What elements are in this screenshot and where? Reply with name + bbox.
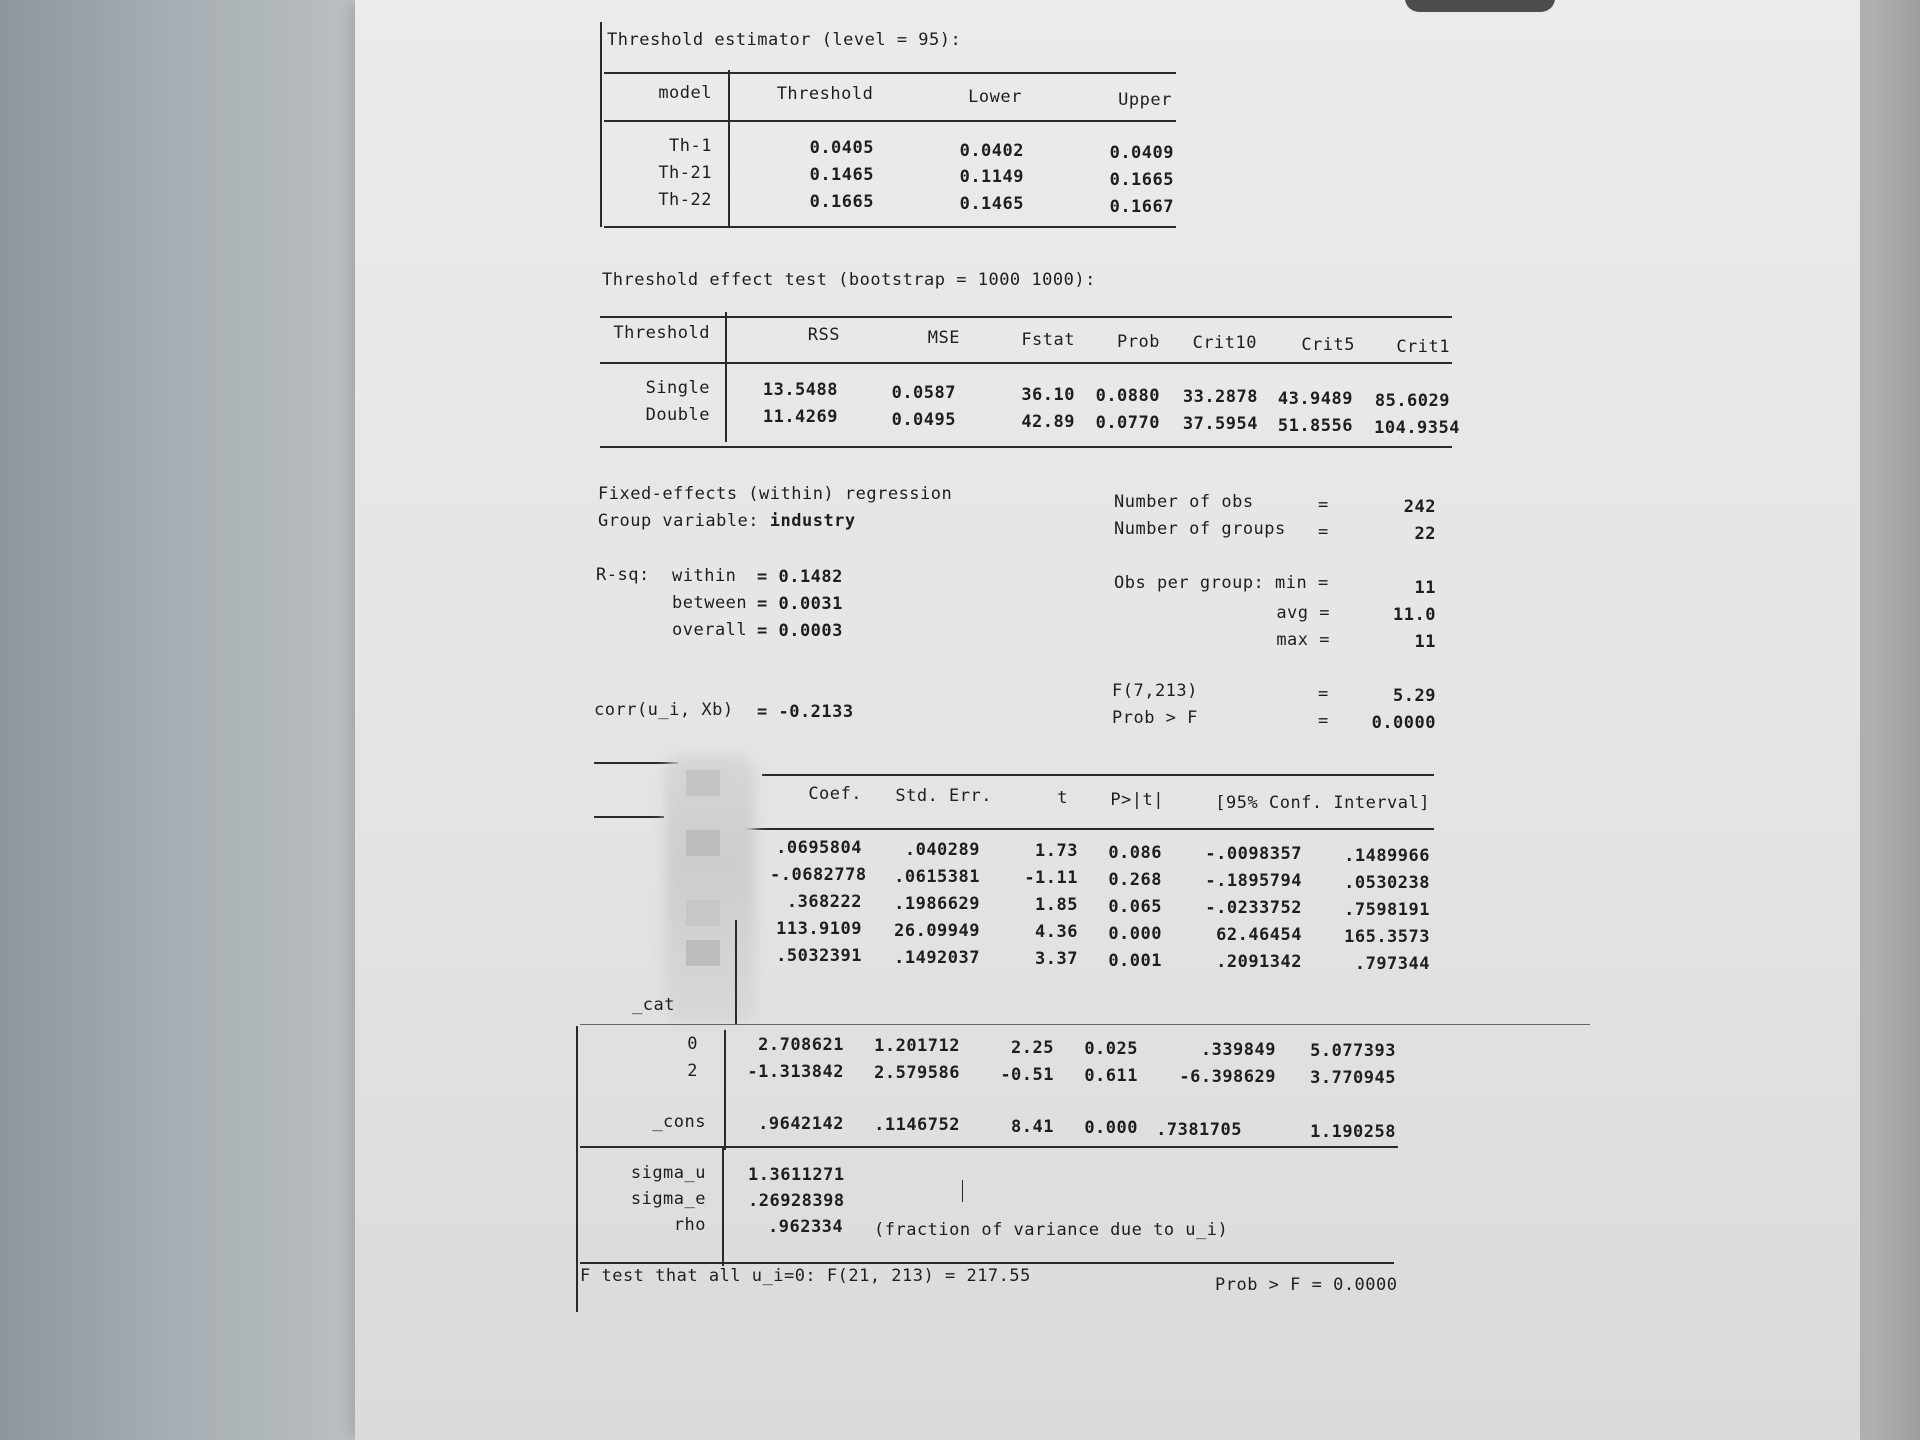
pixelated-block [686, 830, 720, 856]
cat-level: 2 [687, 1061, 698, 1081]
rule [600, 446, 1452, 448]
f-value: 5.29 [1393, 686, 1436, 706]
coef-cell: 62.46454 [1216, 925, 1302, 946]
cursor-mark [962, 1180, 963, 1202]
rule [594, 816, 664, 818]
coef-cell: -.0233752 [1205, 898, 1302, 919]
table-cell: 0.0770 [1095, 413, 1160, 433]
table-cell: Th-21 [658, 163, 712, 183]
cat-cell: 2.579586 [874, 1063, 960, 1084]
obs-avg-value: 11.0 [1393, 605, 1436, 625]
obs-min-label: Obs per group: min = [1114, 573, 1329, 593]
ngroups-value: 22 [1414, 524, 1436, 544]
table-cell: Th-1 [669, 136, 712, 156]
coef-cell: 26.09949 [894, 920, 980, 941]
rho-note: (fraction of variance due to u_i) [874, 1220, 1229, 1240]
cat-cell: -0.51 [1000, 1064, 1054, 1085]
col-header: [95% Conf. Interval] [1215, 793, 1430, 813]
cat-cell: 1.201712 [874, 1036, 960, 1057]
rule [604, 120, 1176, 122]
col-header: Crit10 [1192, 333, 1257, 353]
f-eq: = [1318, 684, 1329, 704]
coef-cell: 113.9109 [776, 919, 862, 939]
rsq-between-label: between [672, 593, 748, 613]
rule [740, 828, 1434, 830]
obs-avg-label: avg = [1276, 603, 1330, 623]
ngroups-eq: = [1318, 522, 1329, 542]
rule [600, 316, 1452, 318]
rsq-between-value: = 0.0031 [757, 594, 843, 614]
table-cell: Th-22 [658, 190, 712, 210]
nobs-eq: = [1318, 495, 1329, 515]
coef-cell: -.0098357 [1205, 844, 1302, 865]
corr-value: = -0.2133 [757, 702, 854, 722]
rule [580, 1262, 1394, 1264]
col-header: Upper [1118, 90, 1172, 110]
table-cell: 0.1465 [809, 165, 874, 185]
coef-cell: .0695804 [776, 838, 862, 858]
cat-cell: 3.770945 [1310, 1068, 1396, 1089]
col-header: Std. Err. [895, 786, 992, 806]
coef-cell: 165.3573 [1344, 927, 1430, 947]
rule [735, 920, 737, 1025]
ftest-prob: Prob > F = 0.0000 [1215, 1275, 1398, 1295]
coef-cell: 3.37 [1035, 949, 1078, 970]
rule [600, 362, 1452, 364]
f-label: F(7,213) [1112, 681, 1198, 701]
col-header: Crit1 [1396, 337, 1450, 357]
cat-cell: 5.077393 [1310, 1041, 1396, 1062]
table-cell: 0.1465 [959, 194, 1024, 214]
rule [724, 1030, 726, 1150]
nobs-value: 242 [1403, 497, 1436, 517]
ngroups-label: Number of groups [1114, 519, 1286, 539]
table-cell: .7381705 [1156, 1120, 1242, 1140]
pixelated-block [686, 940, 720, 966]
rsq-within-label: within [672, 566, 737, 586]
table-cell: 1.190258 [1310, 1122, 1396, 1142]
cat-cell: -1.313842 [747, 1062, 844, 1083]
table-cell: 36.10 [1021, 385, 1075, 405]
col-header: P>|t| [1110, 790, 1164, 810]
left-rule [576, 1026, 578, 1312]
coef-cell: -.1895794 [1205, 871, 1302, 892]
coef-cell: .0530238 [1344, 873, 1430, 893]
group-var: industry [769, 511, 856, 531]
col-header: Fstat [1021, 330, 1075, 350]
table-cell: 33.2878 [1182, 387, 1258, 407]
col-header: MSE [927, 328, 960, 348]
table-cell: 0.0402 [959, 141, 1024, 161]
table-cell: 104.9354 [1374, 418, 1460, 438]
pixelated-block [686, 900, 720, 926]
table-cell: 0.0405 [809, 138, 874, 158]
probf-label: Prob > F [1112, 708, 1198, 728]
rule [604, 72, 1176, 74]
coef-cell: 0.065 [1108, 896, 1162, 917]
table-cell: 85.6029 [1374, 391, 1450, 411]
cat-level: 0 [687, 1034, 698, 1054]
table-cell: 37.5954 [1182, 414, 1258, 434]
coef-cell: .1489966 [1344, 846, 1430, 866]
table-cell: 0.1667 [1109, 197, 1174, 217]
pixelated-block [686, 770, 720, 796]
table-cell: 42.89 [1021, 412, 1075, 432]
table-cell: 0.1665 [809, 192, 874, 212]
rule [728, 70, 730, 226]
threshold-estimator-title: Threshold estimator (level = 95): [607, 30, 962, 50]
probf-value: 0.0000 [1371, 713, 1436, 733]
cat-cell: 0.025 [1084, 1038, 1138, 1059]
coef-cell: .1986629 [894, 893, 980, 914]
sigma-u-label: sigma_u [630, 1163, 706, 1183]
coef-cell: .2091342 [1216, 952, 1302, 973]
table-cell: 13.5488 [762, 380, 838, 400]
device-notch [1405, 0, 1555, 12]
col-header: Lower [968, 87, 1022, 107]
rule [604, 226, 1176, 228]
table-cell: Double [645, 405, 710, 425]
coef-cell: .5032391 [776, 946, 862, 966]
table-cell: 0.0495 [891, 410, 956, 430]
coef-cell: .0615381 [894, 866, 980, 887]
rho-label: rho [673, 1215, 706, 1235]
table-cell: 0.0880 [1095, 386, 1160, 406]
obs-min-value: 11 [1414, 578, 1436, 598]
table-cell: 0.1665 [1109, 170, 1174, 190]
col-header: Coef. [808, 784, 862, 804]
coef-cell: .368222 [786, 892, 862, 912]
threshold-effect-title: Threshold effect test (bootstrap = 1000 1000): [602, 270, 1096, 290]
group-label: Group variable: [598, 511, 770, 531]
group-variable [598, 511, 856, 531]
cons-label: _cons [652, 1112, 706, 1132]
table-cell: Single [645, 378, 710, 398]
col-header: Threshold [776, 84, 874, 104]
rule [722, 1146, 724, 1266]
coef-cell: .1492037 [894, 947, 980, 968]
col-header: RSS [807, 325, 840, 345]
probf-eq: = [1318, 711, 1329, 731]
cat-cell: -6.398629 [1179, 1067, 1276, 1087]
table-cell: 0.1149 [959, 167, 1024, 187]
col-header: Crit5 [1301, 335, 1355, 355]
cat-cell: .339849 [1200, 1040, 1276, 1060]
rsq-overall-label: overall [672, 620, 748, 640]
coef-cell: 0.086 [1108, 842, 1162, 863]
coef-cell: 1.73 [1035, 841, 1078, 862]
rsq-within-value: = 0.1482 [757, 567, 843, 587]
coef-cell: 1.85 [1035, 895, 1078, 916]
coef-cell: -.0682778 [770, 865, 867, 885]
regression-title: Fixed-effects (within) regression [598, 484, 953, 504]
table-cell: 8.41 [1011, 1117, 1054, 1137]
rsq-label: R-sq: [596, 565, 650, 585]
table-cell: 51.8556 [1277, 416, 1353, 436]
rule [762, 774, 1434, 776]
table-cell: 11.4269 [762, 407, 838, 427]
table-cell: .9642142 [758, 1114, 844, 1134]
ftest-text: F test that all u_i=0: F(21, 213) = 217.55 [580, 1266, 1031, 1286]
obs-max-value: 11 [1414, 632, 1436, 652]
coef-cell: 0.000 [1108, 923, 1162, 944]
rule [725, 312, 727, 442]
coef-cell: 4.36 [1035, 922, 1078, 943]
table-cell: 0.0587 [891, 383, 956, 403]
rule [594, 762, 678, 764]
coef-cell: .7598191 [1344, 900, 1430, 920]
cat-cell: 2.25 [1011, 1037, 1054, 1058]
coef-cell: 0.268 [1108, 869, 1162, 890]
rho-value: .962334 [768, 1217, 844, 1237]
cat-cell: 2.708621 [758, 1035, 844, 1056]
coef-cell: 0.001 [1108, 950, 1162, 971]
col-header: Threshold [613, 323, 710, 343]
rsq-overall-value: = 0.0003 [757, 621, 843, 641]
coef-cell: -1.11 [1024, 868, 1078, 889]
corr-label: corr(u_i, Xb) [594, 700, 734, 720]
sigma-e-value: .26928398 [748, 1191, 845, 1211]
col-header: model [658, 83, 712, 103]
table-cell: 0.000 [1084, 1118, 1138, 1138]
table-cell: 43.9489 [1277, 389, 1353, 409]
col-header: t [1057, 788, 1068, 808]
sigma-u-value: 1.3611271 [748, 1165, 845, 1185]
rule [580, 1024, 1590, 1025]
sigma-e-label: sigma_e [630, 1189, 706, 1209]
col-header: Prob [1117, 332, 1160, 352]
table-cell: .1146752 [874, 1115, 960, 1135]
coef-cell: .040289 [904, 839, 980, 860]
cat-label: _cat [632, 995, 675, 1015]
cat-cell: 0.611 [1084, 1065, 1138, 1086]
obs-max-label: max = [1276, 630, 1330, 650]
rule [580, 1146, 1398, 1148]
coef-cell: .797344 [1354, 954, 1430, 974]
nobs-label: Number of obs [1114, 492, 1254, 512]
table-cell: 0.0409 [1109, 143, 1174, 163]
